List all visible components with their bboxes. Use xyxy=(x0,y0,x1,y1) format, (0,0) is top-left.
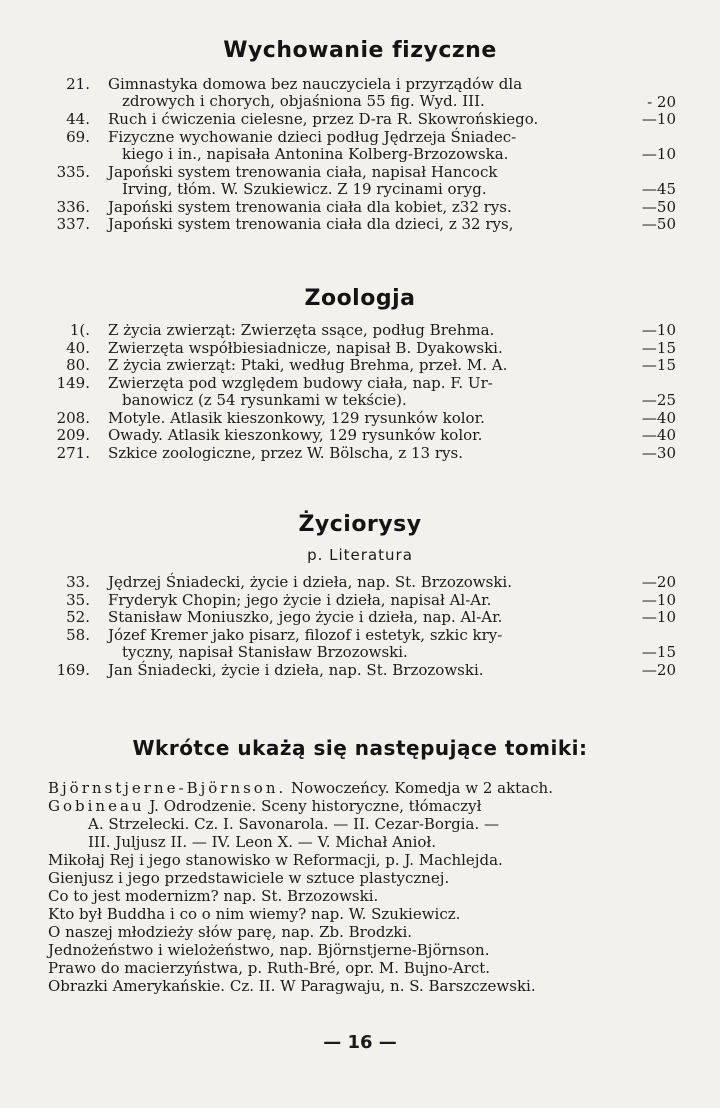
entry-price: —10 xyxy=(641,590,676,609)
entry-number: 336. xyxy=(56,197,90,216)
section-title-wkrotce: Wkrótce ukażą się następujące tomiki: xyxy=(132,736,588,760)
catalog-entry xyxy=(46,340,676,358)
entry-price: —30 xyxy=(641,443,676,462)
catalog-entry xyxy=(46,410,676,428)
entry-title-cont: kiego i in., napisała Antonina Kolberg-Brzozowska. xyxy=(122,144,509,163)
announcement-line xyxy=(88,816,720,833)
announcement-text: Co to jest modernizm? nap. St. Brzozowski. xyxy=(48,887,379,905)
announcement-text: Obrazki Amerykańskie. Cz. II. W Paragwaju, n. S. Barszczewski. xyxy=(48,977,536,995)
entry-number: 1(. xyxy=(69,321,90,339)
announcement-line xyxy=(48,924,684,941)
entry-title: Z życia zwierząt: Zwierzęta ssące, podług Brehma. xyxy=(108,321,495,339)
entry-number: 40. xyxy=(66,338,90,357)
section-title-wychowanie: Wychowanie fizyczne xyxy=(223,38,497,63)
entry-price: —20 xyxy=(641,573,676,591)
entry-number: 208. xyxy=(56,408,90,427)
entry-title: Jędrzej Śniadecki, życie i dzieła, nap. St. Brzozowski. xyxy=(108,573,512,591)
catalog-entry xyxy=(46,662,676,680)
entry-title: Szkice zoologiczne, przez W. Bölscha, z 13 rys. xyxy=(108,443,463,462)
catalog-entry xyxy=(46,199,676,217)
entry-price: —40 xyxy=(641,408,676,427)
entry-number: 271. xyxy=(56,443,90,462)
entry-title-cont: Irving, tłóm. W. Szukiewicz. Z 19 rycinami oryg. xyxy=(122,179,487,198)
entry-price: —15 xyxy=(641,643,676,661)
entry-title: Gimnastyka domowa bez nauczyciela i przyrządów dla xyxy=(108,75,523,93)
announcement-text: O naszej młodzieży słów parę, nap. Zb. Brodzki. xyxy=(48,923,413,941)
announcement-line xyxy=(88,834,720,851)
catalog-entry xyxy=(46,592,676,610)
entry-number: 80. xyxy=(66,356,90,374)
page-number: — 16 — xyxy=(323,1032,397,1053)
entry-title-cont: tyczny, napisał Stanisław Brzozowski. xyxy=(122,642,408,661)
entry-number: 58. xyxy=(66,625,90,644)
entry-price: —25 xyxy=(641,391,676,409)
catalog-entry xyxy=(46,627,676,662)
entry-title: Zwierzęta współbiesiadnicze, napisał B. Dyakowski. xyxy=(108,338,503,357)
announcement-line xyxy=(48,780,684,797)
entry-price: —10 xyxy=(641,145,676,163)
announcement-line xyxy=(48,798,684,815)
entry-price: —10 xyxy=(641,321,676,339)
announcement-line xyxy=(48,906,684,923)
entry-number: 35. xyxy=(66,590,90,609)
entry-title: Ruch i ćwiczenia cielesne, przez D-ra R. Skowrońskiego. xyxy=(108,110,539,128)
announcement-text: Kto był Buddha i co o nim wiemy? nap. W. Szukiewicz. xyxy=(48,905,461,923)
entry-title-cont: zdrowych i chorych, objaśniona 55 fig. Wyd. III. xyxy=(122,92,485,110)
section-title-zyciorysy: Życiorysy xyxy=(298,512,422,537)
announcement-line xyxy=(48,942,684,959)
author-name: Gobineau xyxy=(48,797,145,815)
announcement-text: Gienjusz i jego przedstawiciele w sztuce plastycznej. xyxy=(48,869,450,887)
entry-number: 44. xyxy=(66,110,90,128)
catalog-entry xyxy=(46,216,676,234)
entry-title: Japoński system trenowania ciała dla dzieci, z 32 rys, xyxy=(108,215,514,233)
entry-price: —10 xyxy=(641,608,676,626)
entry-number: 21. xyxy=(66,75,90,93)
entry-price: - 20 xyxy=(647,92,676,111)
entry-title: Z życia zwierząt: Ptaki, według Brehma, przeł. M. A. xyxy=(108,356,508,374)
entry-title: Japoński system trenowania ciała dla kobiet, z32 rys. xyxy=(108,197,512,216)
entry-title: Fryderyk Chopin; jego życie i dzieła, napisał Al-Ar. xyxy=(108,590,492,609)
entry-number: 209. xyxy=(56,426,90,444)
entry-price: —40 xyxy=(641,426,676,444)
catalog-entry xyxy=(46,357,676,375)
entry-number: 149. xyxy=(56,373,90,392)
entry-number: 337. xyxy=(56,215,90,233)
announcement-line xyxy=(48,978,684,995)
entry-number: 33. xyxy=(66,573,90,591)
announcement-text: Nowoczeńcy. Komedja w 2 aktach. xyxy=(286,779,553,797)
section-subtitle-zyciorysy: p. Literatura xyxy=(307,546,413,564)
announcement-text: III. Juljusz II. — IV. Leon X. — V. Michał Anioł. xyxy=(88,833,437,851)
entry-title: Józef Kremer jako pisarz, filozof i estetyk, szkic kry- xyxy=(108,625,503,644)
entry-number: 69. xyxy=(66,127,90,146)
catalog-entry xyxy=(46,427,676,445)
catalog-entry xyxy=(46,111,676,129)
entry-number: 169. xyxy=(56,660,90,679)
entry-price: —10 xyxy=(641,110,676,128)
announcement-text: Prawo do macierzyństwa, p. Ruth-Bré, opr. M. Bujno-Arct. xyxy=(48,959,491,977)
entry-price: —45 xyxy=(641,180,676,198)
entry-title-cont: banowicz (z 54 rysunkami w tekście). xyxy=(122,390,407,409)
entry-number: 335. xyxy=(56,162,90,181)
announcement-line xyxy=(48,888,684,905)
catalog-entry xyxy=(46,445,676,463)
section-title-zoologja: Zoologja xyxy=(304,286,416,311)
catalog-entry xyxy=(46,322,676,340)
entry-number: 52. xyxy=(66,608,90,626)
entry-price: —15 xyxy=(641,356,676,374)
announcement-text: Jednożeństwo i wielożeństwo, nap. Björnstjerne-Björnson. xyxy=(48,941,490,959)
announcement-line xyxy=(48,870,684,887)
entry-title: Owady. Atlasik kieszonkowy, 129 rysunków kolor. xyxy=(108,426,483,444)
announcement-text: A. Strzelecki. Cz. I. Savonarola. — II. Cezar-Borgia. — xyxy=(88,815,499,833)
entry-title: Japoński system trenowania ciała, napisał Hancock xyxy=(108,162,498,181)
catalog-entry xyxy=(46,76,676,111)
announcement-line xyxy=(48,852,684,869)
entry-title: Motyle. Atlasik kieszonkowy, 129 rysunków kolor. xyxy=(108,408,485,427)
catalog-entry xyxy=(46,375,676,410)
catalog-entry xyxy=(46,164,676,199)
entry-price: —20 xyxy=(641,660,676,679)
entry-title: Jan Śniadecki, życie i dzieła, nap. St. Brzozowski. xyxy=(108,660,484,679)
author-name: Björnstjerne-Björnson. xyxy=(48,779,287,797)
entry-price: —50 xyxy=(641,215,676,233)
entry-price: —50 xyxy=(641,197,676,216)
entry-title: Stanisław Moniuszko, jego życie i dzieła, nap. Al-Ar. xyxy=(108,608,503,626)
catalog-entry xyxy=(46,574,676,592)
announcement-text: J. Odrodzenie. Sceny historyczne, tłómaczył xyxy=(144,797,482,815)
catalog-entry xyxy=(46,609,676,627)
entry-price: —15 xyxy=(641,338,676,357)
catalog-entry xyxy=(46,129,676,164)
announcement-line xyxy=(48,960,684,977)
entry-title: Fizyczne wychowanie dzieci podług Jędrzeja Śniadec- xyxy=(108,127,517,146)
announcement-text: Mikołaj Rej i jego stanowisko w Reformacji, p. J. Machlejda. xyxy=(48,851,503,869)
entry-title: Zwierzęta pod względem budowy ciała, nap. F. Ur- xyxy=(108,373,493,392)
